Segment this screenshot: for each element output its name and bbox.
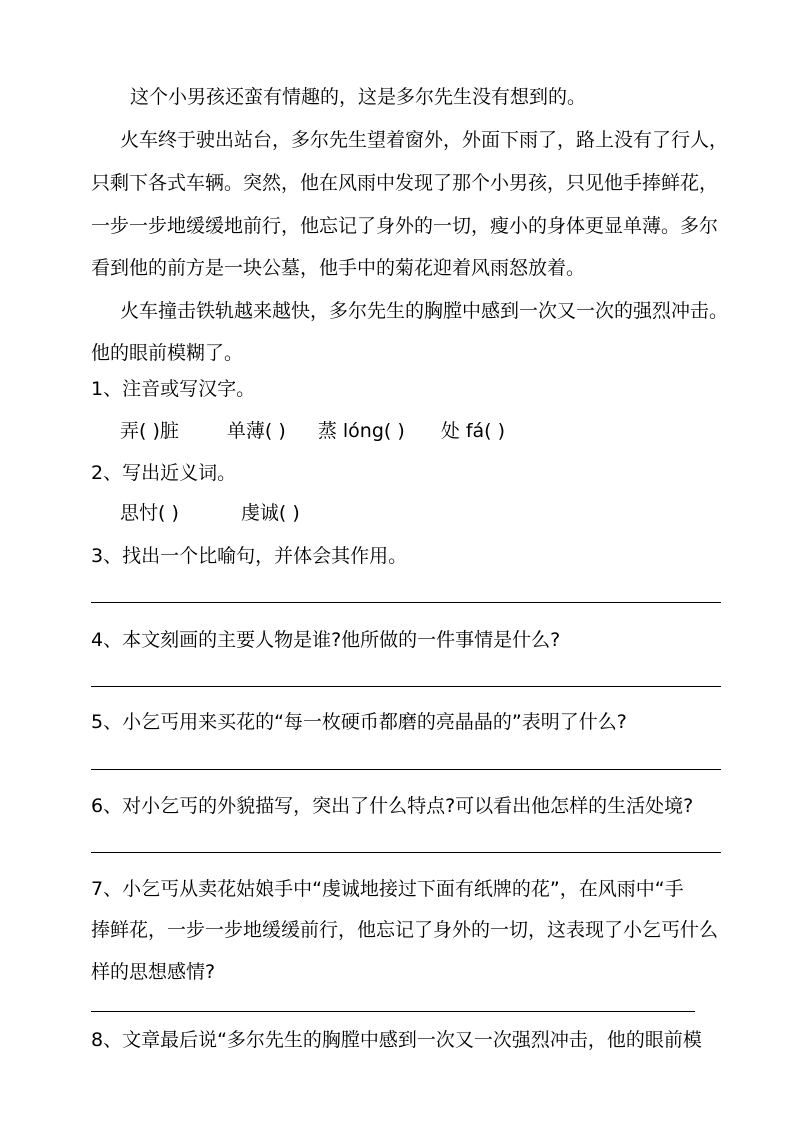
answer-line[interactable] bbox=[91, 602, 721, 603]
q1-item-chufa[interactable]: 处 fá( ) bbox=[440, 420, 506, 442]
question-4-title: 4、本文刻画的主要人物是谁?他所做的一件事情是什么? bbox=[91, 629, 561, 651]
question-2-items bbox=[120, 500, 300, 526]
q2-item-sicun[interactable]: 思忖( ) bbox=[120, 502, 179, 524]
question-7-line: 捧鲜花，一步一步地缓缓前行，他忘记了身外的一切，这表现了小乞丐什么 bbox=[91, 919, 719, 941]
question-1-title: 1、注音或写汉字。 bbox=[91, 378, 256, 400]
answer-line[interactable] bbox=[91, 852, 721, 853]
passage-line: 火车撞击铁轨越来越快，多尔先生的胸膛中感到一次又一次的强烈冲击。 bbox=[120, 300, 729, 322]
question-5-title: 5、小乞丐用来买花的“每一枚硬币都磨的亮晶晶的”表明了什么? bbox=[91, 711, 627, 733]
q1-item-nong[interactable]: 弄( )脏 bbox=[120, 420, 179, 442]
answer-line[interactable] bbox=[91, 769, 721, 770]
passage-line: 看到他的前方是一块公墓，他手中的菊花迎着风雨怒放着。 bbox=[91, 257, 586, 279]
question-8-line: 8、文章最后说“多尔先生的胸膛中感到一次又一次强烈冲击，他的眼前模 bbox=[91, 1029, 702, 1051]
answer-line[interactable] bbox=[91, 686, 721, 687]
question-2-title: 2、写出近义词。 bbox=[91, 462, 237, 484]
passage-line: 只剩下各式车辆。突然，他在风雨中发现了那个小男孩，只见他手捧鲜花， bbox=[91, 172, 719, 194]
question-1-items bbox=[120, 418, 505, 444]
passage-line: 这个小男孩还蛮有情趣的，这是多尔先生没有想到的。 bbox=[130, 86, 587, 108]
passage-line: 他的眼前模糊了。 bbox=[91, 342, 244, 364]
q2-item-qiancheng[interactable]: 虔诚( ) bbox=[240, 502, 300, 524]
question-7-line: 样的思想感情? bbox=[91, 961, 216, 983]
question-6-title: 6、对小乞丐的外貌描写，突出了什么特点?可以看出他怎样的生活处境? bbox=[91, 795, 694, 817]
q1-item-danbo[interactable]: 单薄( ) bbox=[226, 420, 286, 442]
passage-line: 一步一步地缓缓地前行，他忘记了身外的一切，瘦小的身体更显单薄。多尔 bbox=[91, 215, 719, 237]
answer-line[interactable] bbox=[91, 1011, 695, 1012]
question-7-line: 7、小乞丐从卖花姑娘手中“虔诚地接过下面有纸牌的花”，在风雨中“手 bbox=[91, 878, 684, 900]
question-3-title: 3、找出一个比喻句，并体会其作用。 bbox=[91, 545, 408, 567]
passage-line: 火车终于驶出站台，多尔先生望着窗外，外面下雨了，路上没有了行人， bbox=[120, 129, 729, 151]
q1-item-zhenglong[interactable]: 蒸 lóng( ) bbox=[317, 420, 405, 442]
